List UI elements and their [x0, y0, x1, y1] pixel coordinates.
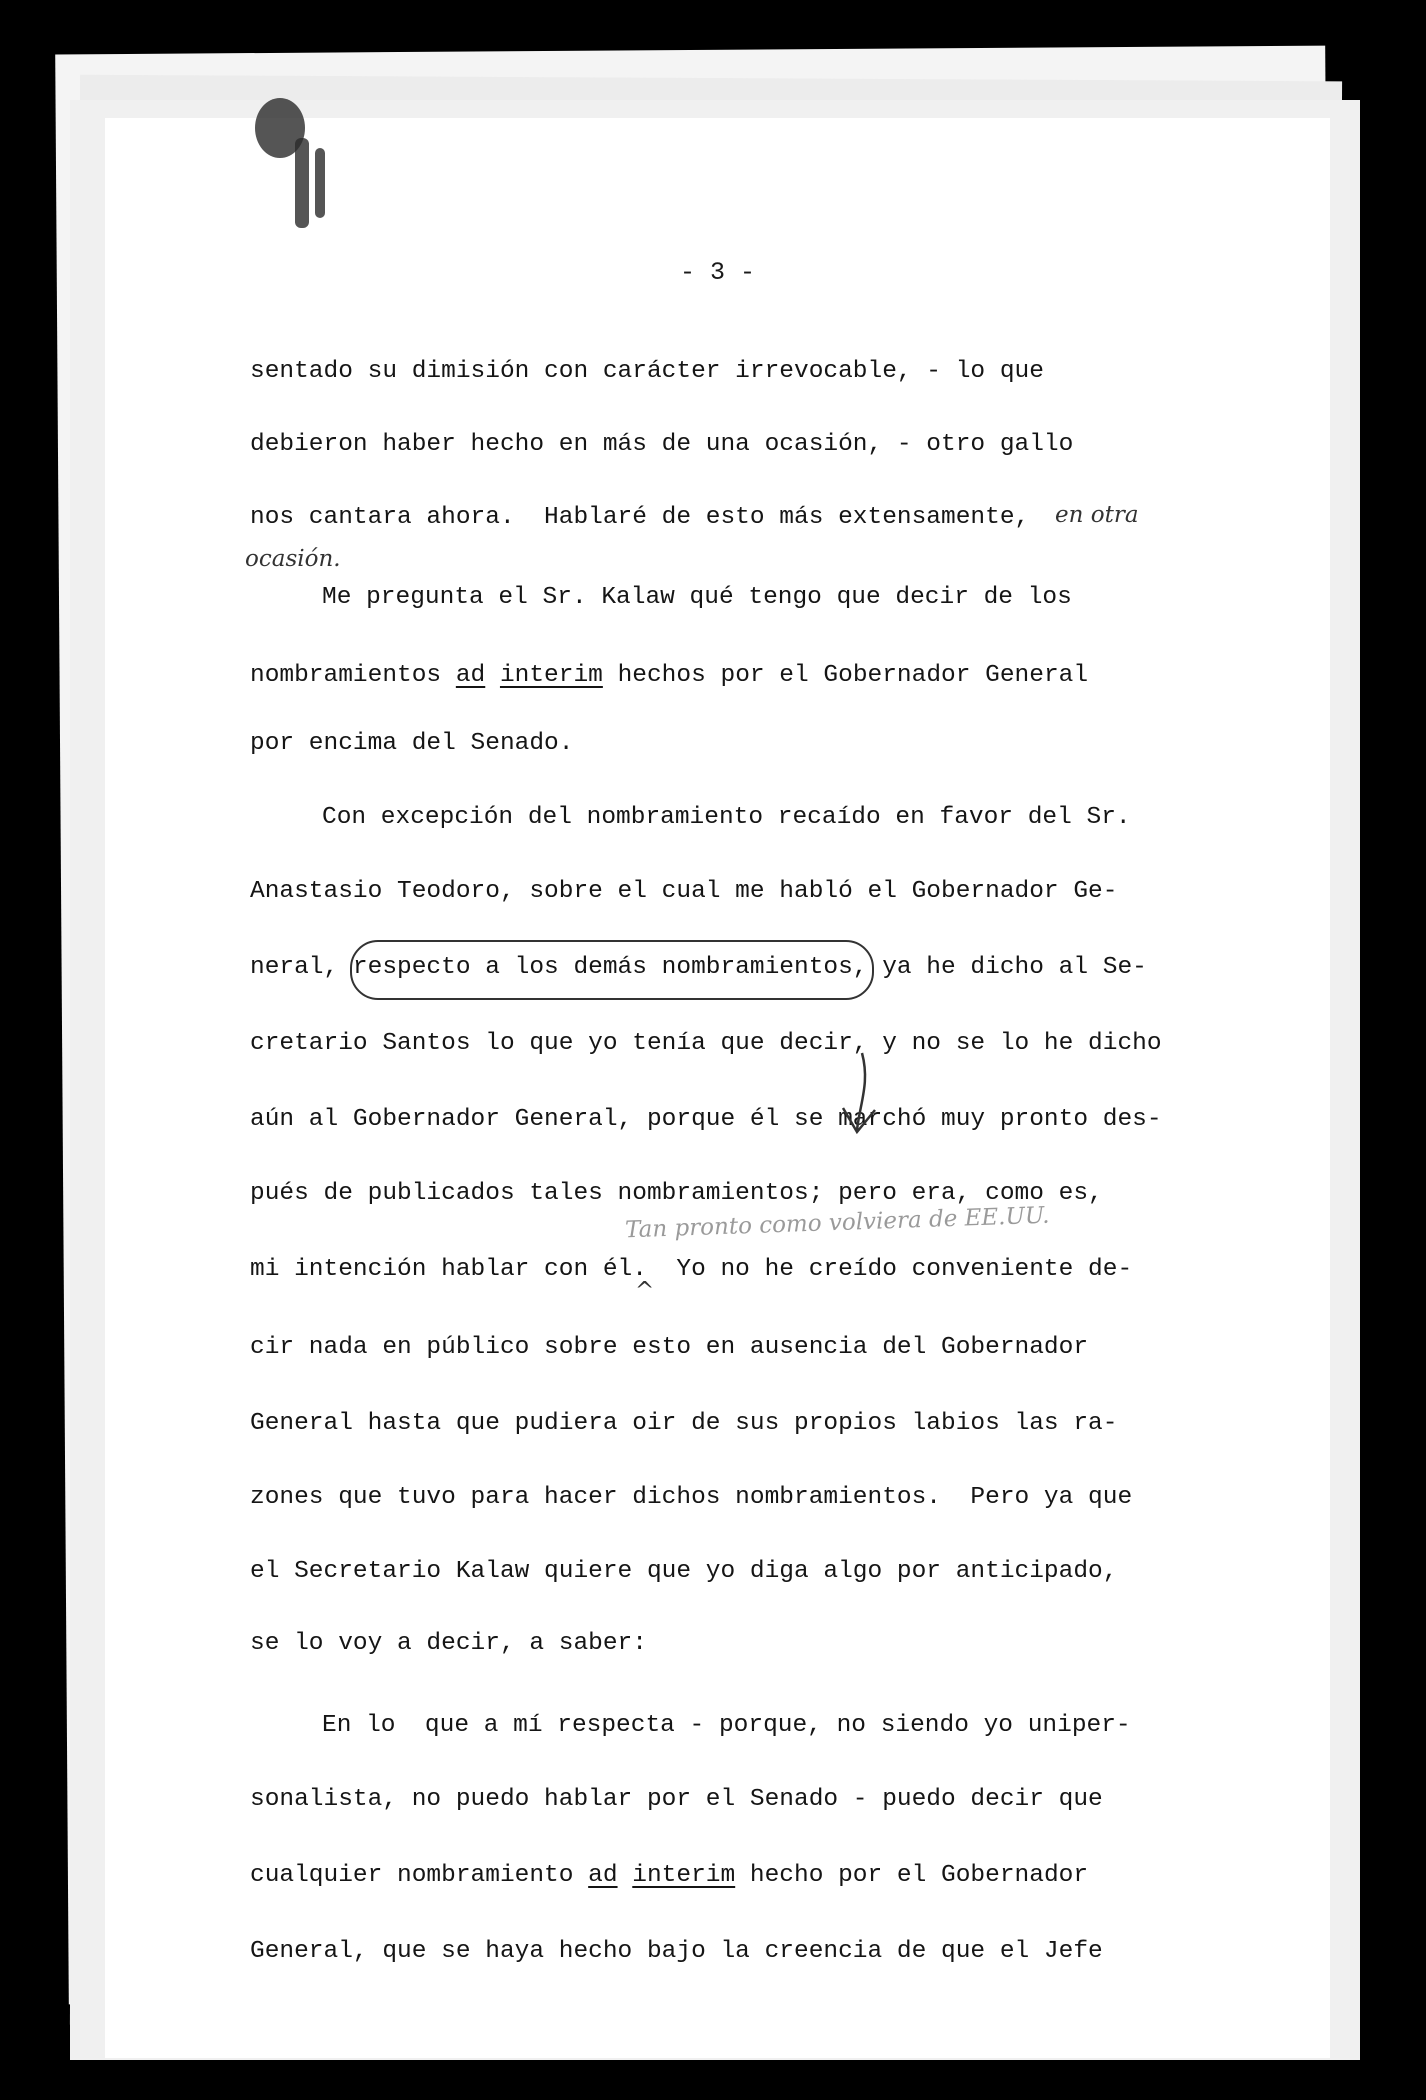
text-line: aún al Gobernador General, porque él se marchó muy pronto des- — [250, 1106, 1162, 1133]
handwritten-insertion: Tan pronto como volviera de EE.UU. — [624, 1202, 1050, 1244]
text-line: Me pregunta el Sr. Kalaw qué tengo que decir de los — [322, 584, 1072, 611]
text-line: cretario Santos lo que yo tenía que decir, y no se lo he dicho — [250, 1030, 1162, 1057]
page-number: - 3 - — [679, 258, 755, 287]
text-line: pués de publicados tales nombramientos; pero era, como es, — [250, 1180, 1103, 1207]
text-line: se lo voy a decir, a saber: — [250, 1630, 647, 1657]
text-line: por encima del Senado. — [250, 730, 574, 757]
underlined-term: ad — [455, 662, 486, 689]
text-line: mi intención hablar con él. Yo no he creído conveniente de- — [250, 1256, 1133, 1283]
text-line: En lo que a mí respecta - porque, no siendo yo uniper- — [322, 1712, 1131, 1739]
text-line: debieron haber hecho en más de una ocasión, - otro gallo — [250, 431, 1074, 458]
underlined-term: interim — [499, 662, 603, 689]
text-segment: nombramientos — [250, 662, 456, 689]
text-segment: cualquier nombramiento — [250, 1862, 589, 1889]
text-line: nos cantara ahora. Hablaré de esto más extensamente, — [250, 504, 1030, 531]
text-line: sentado su dimisión con carácter irrevocable, - lo que — [250, 358, 1044, 385]
text-line: sonalista, no puedo hablar por el Senado - puedo decir que — [250, 1786, 1103, 1813]
text-line: Con excepción del nombramiento recaído en favor del Sr. — [322, 804, 1131, 831]
text-line: Anastasio Teodoro, sobre el cual me habló el Gobernador Ge- — [250, 878, 1118, 905]
text-line: cir nada en público sobre esto en ausencia del Gobernador — [250, 1334, 1089, 1361]
handwritten-continuation: ocasión. — [245, 546, 341, 572]
text-line: neral, respecto a los demás nombramientos, ya he dicho al Se- — [250, 954, 1147, 981]
handwritten-addition: en otra — [1055, 502, 1139, 528]
document-page — [105, 118, 1330, 2058]
handwritten-arrow — [105, 118, 1330, 2058]
handwritten-caret: ^ — [635, 1278, 655, 1304]
text-segment: hechos por el Gobernador General — [602, 662, 1089, 689]
text-line: el Secretario Kalaw quiere que yo diga algo por anticipado, — [250, 1558, 1118, 1585]
text-line: General hasta que pudiera oir de sus propios labios las ra- — [250, 1410, 1118, 1437]
text-segment: hecho por el Gobernador — [735, 1862, 1089, 1889]
underlined-term: interim — [632, 1862, 736, 1889]
underlined-term: ad — [588, 1862, 618, 1889]
text-line: General, que se haya hecho bajo la creencia de que el Jefe — [250, 1938, 1103, 1965]
text-line: zones que tuvo para hacer dichos nombramientos. Pero ya que — [250, 1484, 1133, 1511]
